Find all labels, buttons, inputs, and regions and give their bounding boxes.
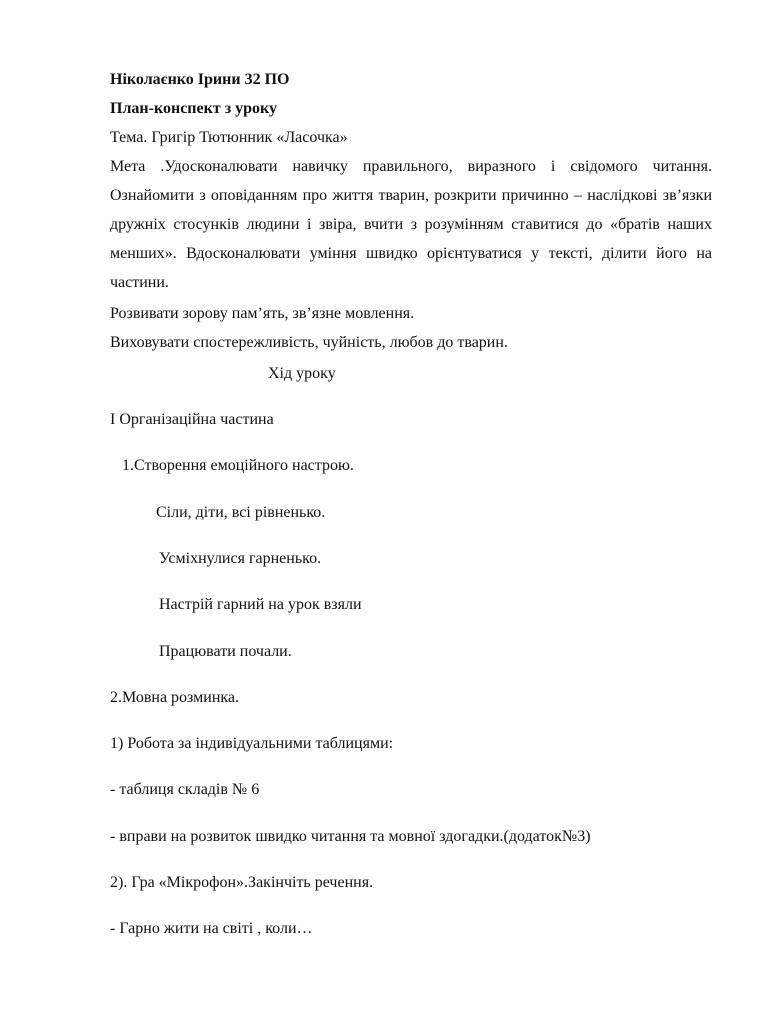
poem-line: Сіли, діти, всі рівненько.: [156, 504, 326, 521]
part-1-title: І Організаційна частина: [110, 411, 274, 428]
lesson-goal-paragraph: Мета .Удосконалювати навичку правильного, виразного і свідомого читання. Ознайомити з оповіданням про життя тварин, розкрити причинно – наслідкові зв’язки дружніх стосунків людини і звіра, вчити з розумінням ставитися до «братів наших менших». Вдосконалювати уміння швидко орієнтуватися у тексті, ділити його на частини.: [110, 158, 712, 291]
goal-develop-line: Розвивати зорову пам’ять, зв’язне мовлення.: [110, 305, 415, 322]
task-2-title: 2). Гра «Мікрофон».Закінчіть речення.: [110, 874, 374, 891]
lesson-course-heading: Хід уроку: [268, 365, 336, 382]
goal-educate-line: Виховувати спостережливість, чуйність, любов до тварин.: [110, 334, 508, 351]
step-2-title: 2.Мовна розминка.: [110, 689, 240, 706]
task-1-item: - вправи на розвиток швидко читання та мовної здогадки.(додаток№3): [110, 828, 591, 845]
poem-line: Настрій гарний на урок взяли: [159, 596, 362, 613]
task-2-item: - Гарно жити на світі , коли…: [110, 920, 313, 937]
poem-line: Працювати почали.: [159, 643, 292, 660]
task-1-item: - таблиця складів № 6: [110, 781, 260, 798]
document-type-title: План-конспект з уроку: [110, 100, 278, 117]
step-1-title: 1.Створення емоційного настрою.: [122, 457, 354, 474]
author-line: Ніколаєнко Ірини 32 ПО: [110, 71, 290, 88]
lesson-topic: Тема. Григір Тютюнник «Ласочка»: [110, 129, 348, 146]
poem-line: Усміхнулися гарненько.: [159, 550, 322, 567]
task-1-title: 1) Робота за індивідуальними таблицями:: [110, 735, 394, 752]
